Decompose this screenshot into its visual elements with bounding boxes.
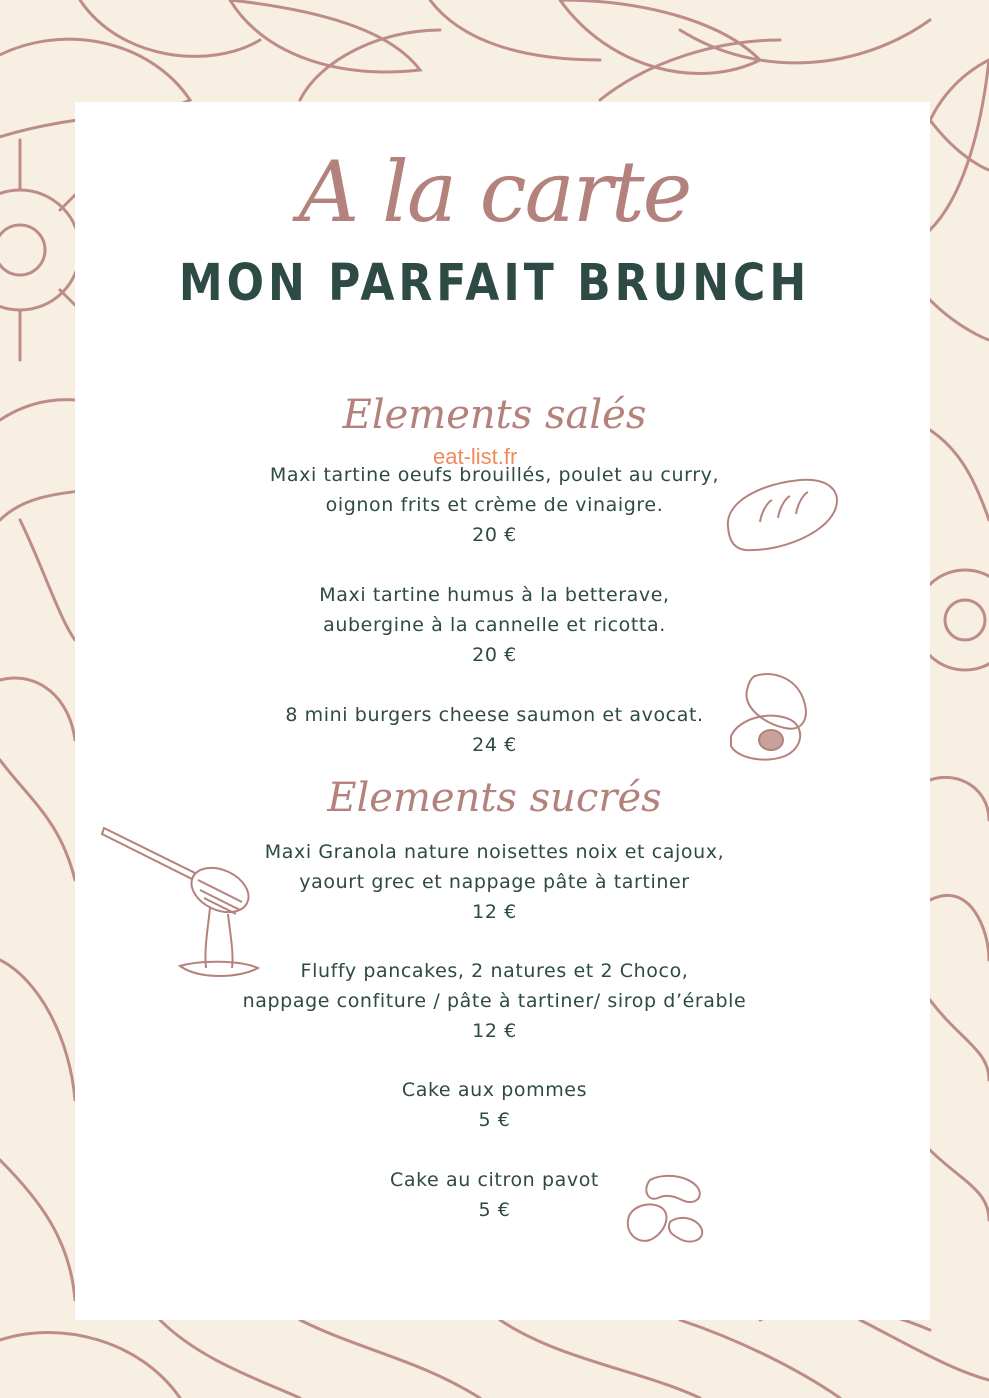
section-title-sucres: Elements sucrés [327, 775, 662, 821]
item-line: aubergine à la cannelle et ricotta. [323, 614, 666, 636]
item-price: 20 € [472, 524, 517, 546]
item-price: 12 € [472, 1020, 517, 1042]
item-line: Maxi tartine humus à la betterave, [319, 584, 670, 606]
menu-item [0, 1075, 989, 1135]
item-line: Maxi Granola nature noisettes noix et cajoux, [264, 841, 725, 863]
honey-dipper-icon [100, 818, 260, 983]
item-line: 8 mini burgers cheese saumon et avocat. [285, 704, 704, 726]
item-price: 5 € [478, 1199, 511, 1221]
script-title: A la carte [298, 143, 691, 241]
section-title-sales: Elements salés [342, 392, 647, 438]
avocado-icon [725, 668, 815, 768]
item-line: yaourt grec et nappage pâte à tartiner [299, 871, 690, 893]
item-line: Fluffy pancakes, 2 natures et 2 Choco, [300, 960, 689, 982]
item-price: 12 € [472, 901, 517, 923]
menu-item [0, 700, 989, 760]
page-title: MON PARFAIT BRUNCH [178, 254, 811, 313]
item-line: oignon frits et crème de vinaigre. [325, 494, 664, 516]
menu-item [0, 580, 989, 670]
item-line: Maxi tartine oeufs brouillés, poulet au curry, [269, 464, 720, 486]
cashew-icon [620, 1170, 710, 1250]
watermark: eat-list.fr [433, 444, 518, 469]
item-line: nappage confiture / pâte à tartiner/ sirop d’érable [242, 990, 747, 1012]
item-price: 5 € [478, 1109, 511, 1131]
bread-icon [720, 472, 845, 557]
item-price: 20 € [472, 644, 517, 666]
item-line: Cake au citron pavot [390, 1169, 599, 1191]
item-price: 24 € [472, 734, 517, 756]
item-line: Cake aux pommes [401, 1079, 588, 1101]
menu-item [0, 1165, 989, 1225]
